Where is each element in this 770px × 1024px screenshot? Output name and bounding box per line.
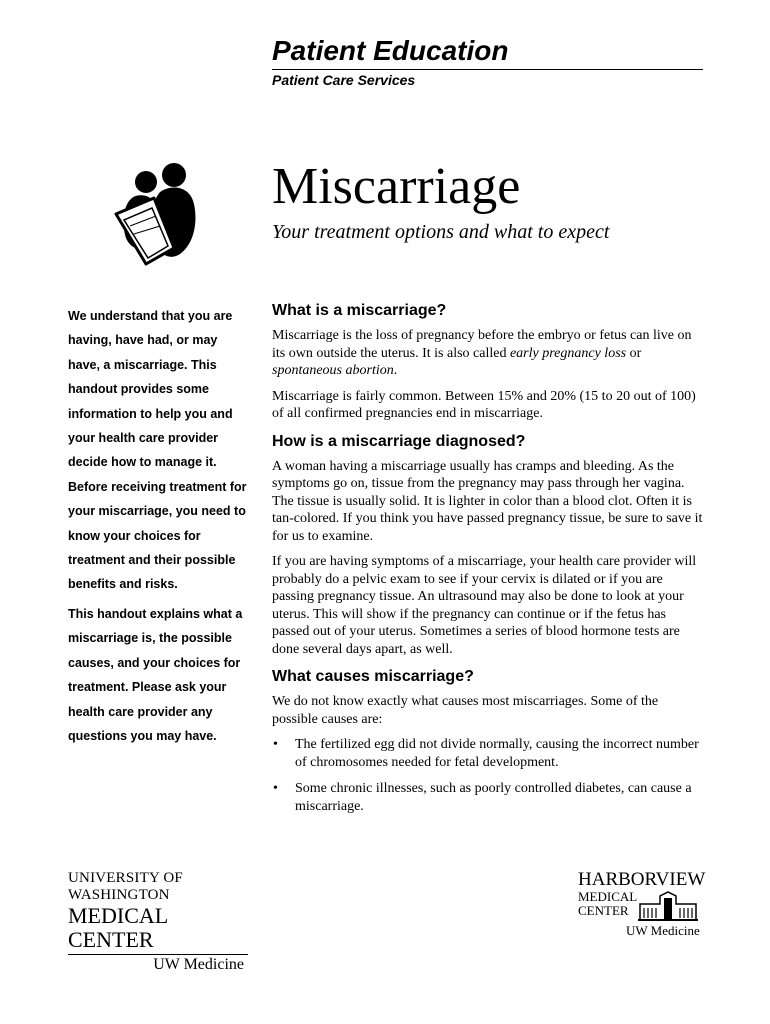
paragraph: Miscarriage is fairly common. Between 15% and 20% (15 to 20 out of 100) of all confirmed pregnancies end in miscarriage. xyxy=(272,388,696,421)
hospital-building-icon xyxy=(636,890,700,924)
bullet-icon: • xyxy=(273,781,278,796)
header-divider xyxy=(272,69,703,70)
term-emphasis: early pregnancy loss xyxy=(509,345,627,361)
text-run: or xyxy=(626,345,642,361)
document-title: Miscarriage xyxy=(272,158,521,215)
logo-text: MEDICAL CENTER xyxy=(68,903,168,952)
sidebar-intro xyxy=(68,304,252,753)
text-run: . xyxy=(393,363,398,378)
section-heading: How is a miscarriage diagnosed? xyxy=(272,432,526,450)
logo-text: CENTER xyxy=(578,903,629,918)
sidebar-paragraph: We understand that you are having, have had, or may have, a miscarriage. This handout provides some information to help you and your health care provider decide how to manage it. Before receiving treatment for your miscarriage, you need to know your choices for treatment and their possible benefits and risks. xyxy=(68,309,247,592)
header-title: Patient Education xyxy=(272,35,509,66)
section-causes xyxy=(272,667,704,815)
paragraph: A woman having a miscarriage usually has cramps and bleeding. As the symptoms go on, tissue from the pregnancy may pass through her vagina. The tissue is usually solid. It is lighter in color than a blood clot. Often it is tan-colored. If you think you have passed pregnancy tissue, be sure to save it for us to examine. xyxy=(272,458,703,544)
causes-list xyxy=(272,736,704,815)
section-heading: What is a miscarriage? xyxy=(272,302,447,319)
list-item-text: Some chronic illnesses, such as poorly controlled diabetes, can cause a miscarriage. xyxy=(295,781,692,814)
text-run: Miscarriage is the loss of pregnancy before the embryo or fetus can live on its own outside the uterus. It is also called xyxy=(272,328,692,361)
logo-text: HARBORVIEW xyxy=(578,869,706,890)
uw-medical-center-logo xyxy=(68,870,248,975)
people-reading-icon xyxy=(110,160,205,268)
list-item-text: The fertilized egg did not divide normally, causing the incorrect number of chromosomes needed for fetal development. xyxy=(295,737,699,770)
document-subtitle: Your treatment options and what to expect xyxy=(272,221,610,243)
logo-text: UW Medicine xyxy=(626,923,700,938)
paragraph: If you are having symptoms of a miscarriage, your health care provider will probably do a pelvic exam to see if your cervix is dilated or if you are passing pregnancy tissue. An ultrasound may also be done to look at your uterus. This will show if the pregnancy can continue or if the fetus has passed out of your uterus. Sometimes a series of blood hormone tests are done several days apart, as well. xyxy=(272,554,697,657)
section-heading: What causes miscarriage? xyxy=(272,668,474,685)
main-content xyxy=(272,301,704,824)
header-subtitle: Patient Care Services xyxy=(272,72,416,88)
section-what-is xyxy=(272,301,704,423)
logo-text: MEDICAL xyxy=(578,889,638,904)
section-diagnosed xyxy=(272,432,704,659)
harborview-logo xyxy=(578,870,708,940)
list-item xyxy=(272,736,704,771)
sidebar-paragraph: This handout explains what a miscarriage is, the possible causes, and your choices for treatment. Please ask your health care provider any questions you may have. xyxy=(68,606,243,743)
logo-text: UW Medicine xyxy=(68,954,248,975)
logo-text: UNIVERSITY OF WASHINGTON xyxy=(68,870,183,903)
paragraph xyxy=(272,327,704,380)
bullet-icon: • xyxy=(273,737,278,752)
term-emphasis: spontaneous abortion xyxy=(272,363,394,378)
list-item xyxy=(272,780,704,815)
paragraph: We do not know exactly what causes most miscarriages. Some of the possible causes are: xyxy=(272,694,659,727)
